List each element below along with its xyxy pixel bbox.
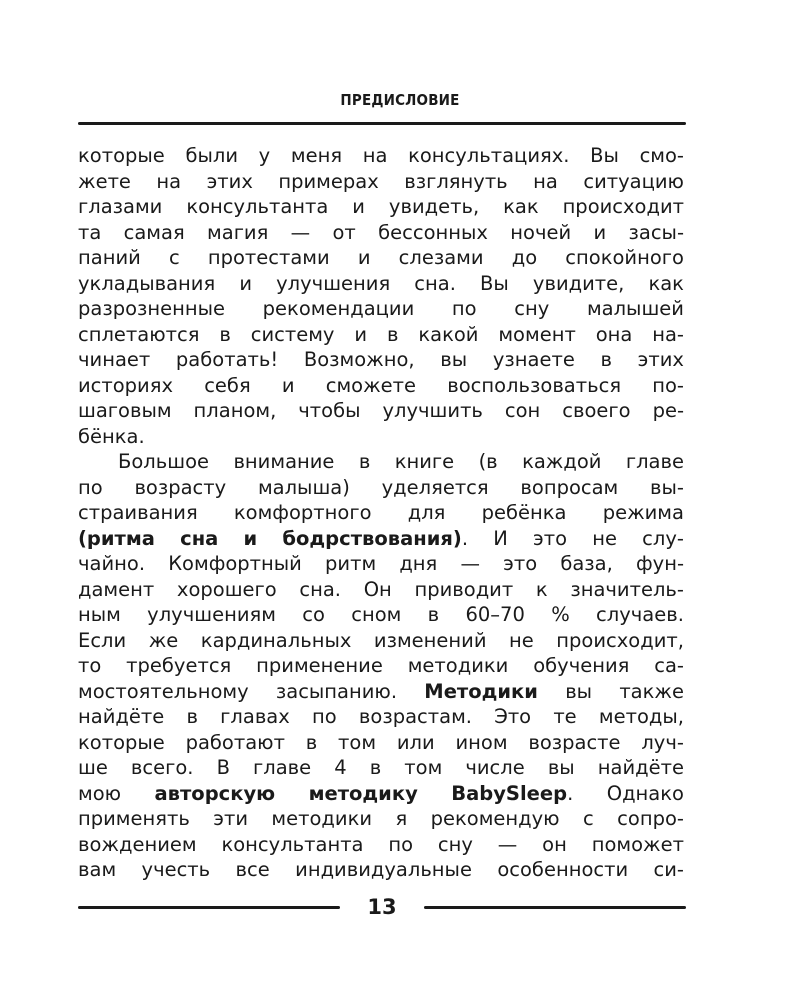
word: узнаете <box>492 348 575 371</box>
word: хорошего <box>176 577 277 601</box>
word: которые <box>78 730 165 754</box>
footer-divider-left <box>78 906 340 909</box>
footer-divider-right <box>424 906 686 909</box>
word: вам <box>78 858 117 881</box>
text-line <box>78 143 684 169</box>
word: которые <box>78 144 165 167</box>
word: возрасту <box>134 475 227 499</box>
text-line <box>78 449 684 475</box>
word: и <box>357 246 371 269</box>
word: Однако <box>606 781 684 805</box>
word: это <box>533 526 568 550</box>
word: примерах <box>278 169 379 193</box>
word: случаев. <box>596 603 684 626</box>
word: вы <box>547 756 575 779</box>
word: увидите, <box>532 271 625 295</box>
word: том <box>338 730 377 754</box>
word: в <box>219 322 231 346</box>
word: бессонных <box>378 220 488 244</box>
word: разрозненные <box>78 297 226 320</box>
text-line <box>78 424 684 450</box>
word: историях <box>78 373 174 397</box>
word: систему <box>250 322 335 346</box>
word: в <box>386 322 399 346</box>
running-header-title: ПРЕДИСЛОВИЕ <box>340 91 460 109</box>
word: смо- <box>639 144 684 167</box>
word: ситуацию <box>583 169 684 193</box>
word: глазами <box>78 195 163 218</box>
word: Комфортный <box>168 552 302 575</box>
word: сну <box>514 297 550 320</box>
word: луч- <box>641 730 684 754</box>
word: на <box>156 169 182 193</box>
word: чайно. <box>78 552 146 575</box>
body-text <box>78 143 684 883</box>
word: также <box>619 679 684 703</box>
word: сон <box>504 399 541 422</box>
text-line <box>78 475 684 501</box>
word: (ритма <box>78 526 155 550</box>
word: са- <box>654 654 684 677</box>
word: улучшить <box>382 399 483 422</box>
word: происходит <box>562 195 684 218</box>
text-line <box>78 781 684 807</box>
word: ре- <box>652 399 684 422</box>
word: в <box>358 450 371 473</box>
text-line <box>78 755 684 781</box>
word: по- <box>652 373 684 397</box>
word: найдёте <box>597 756 684 779</box>
text-line <box>78 271 684 297</box>
word: планом, <box>193 399 277 422</box>
text-line <box>78 220 684 246</box>
word: малышей <box>586 297 684 320</box>
word: до <box>511 246 538 269</box>
word: работают <box>185 730 285 754</box>
word: те <box>553 705 577 728</box>
word: индивидуальные <box>295 858 472 881</box>
word: с <box>583 807 594 830</box>
word: засы- <box>628 220 684 244</box>
word: и <box>281 373 295 397</box>
header-divider <box>78 122 686 125</box>
word: к <box>535 577 548 601</box>
word: методики <box>407 654 509 677</box>
word: сна <box>180 526 219 550</box>
word: как <box>503 195 539 218</box>
word: момент <box>498 322 576 346</box>
word: ночей <box>510 220 572 244</box>
word: по <box>312 705 337 728</box>
word: в <box>186 705 198 728</box>
text-line <box>78 832 684 858</box>
word: Возможно, <box>303 348 415 371</box>
word: на- <box>652 322 684 346</box>
word: меня <box>290 144 343 167</box>
word: шаговым <box>78 399 172 422</box>
word: со <box>302 603 325 626</box>
text-line <box>78 322 684 348</box>
word: вы <box>440 348 468 371</box>
word: сплетаются <box>78 322 200 346</box>
word: ше <box>78 756 108 779</box>
word: с <box>168 246 180 269</box>
word: этих <box>637 348 684 371</box>
word: она <box>595 322 633 346</box>
word: происходит, <box>556 628 684 652</box>
word: протестами <box>207 246 330 269</box>
word: (в <box>478 450 498 473</box>
word: % <box>551 603 570 626</box>
text-line <box>78 373 684 399</box>
word: база, <box>560 552 613 575</box>
word: паний <box>78 246 141 269</box>
word: эти <box>213 807 248 830</box>
text-line <box>78 398 684 424</box>
word: — <box>497 832 518 856</box>
word: засыпанию. <box>275 679 398 703</box>
word: Вы <box>590 144 619 167</box>
word: и <box>239 271 253 295</box>
word: по <box>451 297 477 320</box>
text-line <box>78 857 684 883</box>
word: слу- <box>642 526 684 550</box>
word: на <box>362 144 388 167</box>
word: сна. <box>414 271 456 295</box>
word: бодрствования). <box>282 526 469 550</box>
word: рекомендую <box>430 807 560 830</box>
word: все <box>235 858 270 881</box>
word: методики <box>271 807 373 830</box>
word: каждой <box>522 450 602 473</box>
word: и <box>243 526 258 550</box>
word: ином <box>455 730 508 754</box>
word: — <box>290 220 311 244</box>
word: на <box>533 169 558 193</box>
word: требуется <box>126 654 232 677</box>
word: та <box>78 220 102 244</box>
text-line <box>78 551 684 577</box>
word: си- <box>653 858 684 881</box>
word: 60–70 <box>465 603 525 626</box>
word: сможете <box>325 373 417 397</box>
word: — <box>460 552 480 575</box>
word: значитель- <box>570 577 684 601</box>
word: страивания <box>78 501 198 524</box>
word: спокойного <box>565 246 684 269</box>
word: ным <box>78 603 121 626</box>
word: сном <box>351 603 402 626</box>
word: себя <box>204 373 251 397</box>
text-line <box>78 245 684 271</box>
word: от <box>332 220 356 244</box>
text-line <box>78 602 684 628</box>
word: уделяется <box>381 475 489 499</box>
word: консультанта <box>221 832 364 856</box>
word: В <box>216 756 230 779</box>
word: это <box>503 552 538 575</box>
word: числе <box>465 756 525 779</box>
word: не <box>592 526 617 550</box>
word: мостоятельному <box>78 679 249 703</box>
word: магия <box>207 220 269 244</box>
text-line <box>78 653 684 679</box>
word: всего. <box>130 756 194 779</box>
text-line <box>78 169 684 195</box>
word: И <box>493 526 508 550</box>
word: приводит <box>414 577 514 601</box>
word: том <box>404 756 443 779</box>
word: то <box>78 654 102 677</box>
word: в <box>427 603 440 626</box>
text-line <box>78 347 684 373</box>
word: режима <box>602 501 684 524</box>
word: главе <box>625 450 684 473</box>
word: найдёте <box>78 705 165 728</box>
word: ребёнка <box>481 501 567 524</box>
word: и <box>593 220 607 244</box>
word: увидеть, <box>388 195 480 218</box>
word: работать! <box>175 348 279 371</box>
word: кардинальных <box>200 628 352 652</box>
word: методику <box>308 781 418 805</box>
text-line <box>78 679 684 705</box>
word: дамент <box>78 577 155 601</box>
word: дня <box>399 552 438 575</box>
word: и <box>352 195 365 218</box>
word: своего <box>562 399 631 422</box>
word: консультанта <box>186 195 329 218</box>
text-line <box>78 704 684 730</box>
word: у <box>258 144 271 167</box>
word: обучения <box>533 654 630 677</box>
word: жете <box>78 169 131 193</box>
word: Он <box>363 577 392 601</box>
word: Это <box>494 705 532 728</box>
word: по <box>388 832 414 856</box>
text-line <box>78 628 684 654</box>
word: были <box>185 144 238 167</box>
word: BabySleep. <box>451 781 574 805</box>
word: же <box>148 628 179 652</box>
word: чтобы <box>298 399 361 422</box>
word: вождением <box>78 832 197 856</box>
word: особенности <box>497 858 629 881</box>
word: ритм <box>325 552 377 575</box>
page-number: 13 <box>367 895 397 919</box>
word: комфортного <box>233 501 372 524</box>
word: рекомендации <box>262 297 415 320</box>
text-line <box>78 730 684 756</box>
word: взглянуть <box>404 169 508 193</box>
text-line <box>78 806 684 832</box>
word: какой <box>418 322 479 346</box>
word: улучшения <box>276 271 391 295</box>
word: внимание <box>233 450 335 473</box>
word: вы- <box>650 475 684 499</box>
word: применение <box>256 654 383 677</box>
word: возрасте <box>528 730 621 754</box>
word: сну <box>437 832 473 856</box>
word: улучшениям <box>147 603 276 626</box>
word: применять <box>78 807 190 830</box>
word: сна. <box>299 577 342 601</box>
word: фун- <box>635 552 684 575</box>
word: главах <box>220 705 290 728</box>
word: сопро- <box>617 807 684 830</box>
word: в <box>600 348 612 371</box>
word: он <box>542 832 567 856</box>
word: или <box>396 730 435 754</box>
word: изменений <box>373 628 487 652</box>
word: главе <box>253 756 312 779</box>
word: мою <box>78 781 122 805</box>
word: не <box>509 628 534 652</box>
word: Методики <box>424 679 538 703</box>
word: Вы <box>480 271 509 295</box>
word: слезами <box>398 246 484 269</box>
word: вы <box>565 679 593 703</box>
text-line <box>78 500 684 526</box>
word: чинает <box>78 348 151 371</box>
word: я <box>395 807 408 830</box>
word: Большое <box>118 450 210 473</box>
word: как <box>648 271 684 295</box>
word: поможет <box>591 832 684 856</box>
word: укладывания <box>78 271 216 295</box>
word: этих <box>206 169 253 193</box>
word: воспользоваться <box>447 373 622 397</box>
word: возрастам. <box>358 705 472 728</box>
word: консультациях. <box>408 144 570 167</box>
word: в <box>305 730 318 754</box>
word: книге <box>394 450 455 473</box>
word: методы, <box>598 705 684 728</box>
word: авторскую <box>154 781 276 805</box>
word: учесть <box>141 858 211 881</box>
text-line <box>78 194 684 220</box>
word: для <box>407 501 446 524</box>
word: вопросам <box>520 475 619 499</box>
text-line <box>78 526 684 552</box>
word: малыша) <box>257 475 350 499</box>
word: по <box>78 475 103 499</box>
text-line <box>78 577 684 603</box>
word: и <box>354 322 368 346</box>
word: 4 <box>334 756 347 779</box>
word: в <box>369 756 382 779</box>
word: бёнка. <box>78 424 145 448</box>
text-line <box>78 296 684 322</box>
word: Если <box>78 628 127 652</box>
word: самая <box>123 220 185 244</box>
